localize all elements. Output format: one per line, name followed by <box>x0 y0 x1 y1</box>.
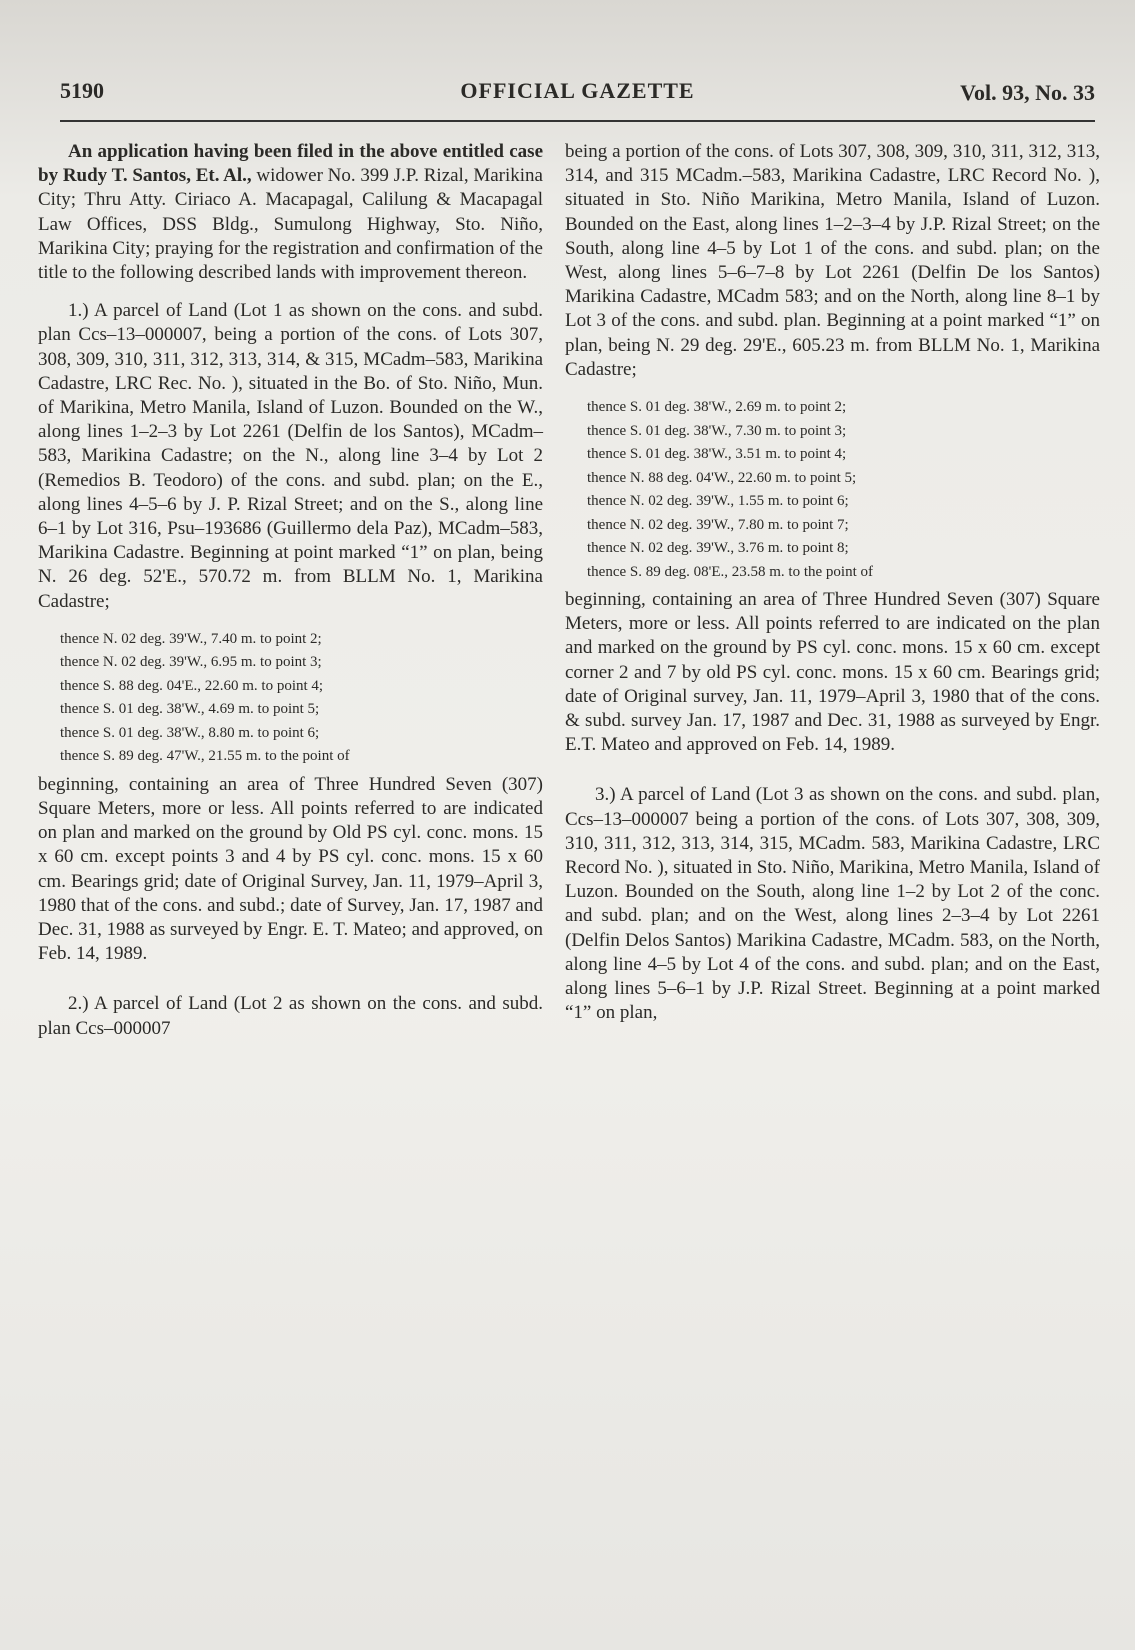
bearing-line: thence S. 89 deg. 08'E., 23.58 m. to the point of <box>587 563 873 580</box>
bearing-line: thence S. 01 deg. 38'W., 4.69 m. to point 5; <box>60 701 320 718</box>
bearing-line: thence S. 88 deg. 04'E., 22.60 m. to point 4; <box>60 677 324 694</box>
lot1-bearings <box>38 628 543 769</box>
bearing-line: thence S. 89 deg. 47'W., 21.55 m. to the point of <box>60 748 350 765</box>
publication-title: OFFICIAL GAZETTE <box>460 78 695 103</box>
bearing-line: thence N. 02 deg. 39'W., 7.40 m. to point 2; <box>60 630 322 647</box>
intro-rest-text: widower No. 399 J.P. Rizal, Marikina City; Thru Atty. Ciriaco A. Macapagal, Calilung & Macapagal Law Offices, DSS Bldg., Sumulong Highway, Sto. Niño, Marikina City; praying for the registration and confirmation of the title to the following described lands with improvement thereon. <box>38 165 543 284</box>
right-column <box>565 140 1100 1039</box>
lot3-paragraph: 3.) A parcel of Land (Lot 3 as shown on the cons. and subd. plan, Ccs–13–000007 being a portion of the cons. of Lots 307, 308, 309, 310, 311, 312, 313, 314, 315, MCadm. 583, Marikina Cadastre, LRC Record No. ), situated in Sto. Niño, Marikina, Metro Manila, Island of Luzon. Bounded on the South, along line 1–2 by Lot 2 of the conc. and subd. plan; and on the West, along lines 2–3–4 by Lot 2261 (Delfin Delos Santos) Marikina Cadastre, MCadm. 583, on the North, along line 4–5 by Lot 4 of the cons. and subd. plan; and on the East, along lines 5–6–1 by J.P. Rizal Street. Beginning at a point marked “1” on plan, <box>565 784 1100 1024</box>
bearing-line: thence S. 01 deg. 38'W., 7.30 m. to point 3; <box>587 422 847 439</box>
bearing-line: thence N. 02 deg. 39'W., 7.80 m. to point 7; <box>587 516 849 533</box>
bearing-line: thence S. 01 deg. 38'W., 3.51 m. to point 4; <box>587 446 847 463</box>
bearing-line: thence N. 88 deg. 04'W., 22.60 m. to point 5; <box>587 469 857 486</box>
lot2-bearings <box>565 396 1100 584</box>
lot2-conclusion: beginning, containing an area of Three Hundred Seven (307) Square Meters, more or less. All points referred to are indicated on the plan and marked on the ground by PS cyl. conc. mons. 15 x 60 cm. except corner 2 and 7 by old PS cyl. conc. mons. 15 x 60 cm. Bearings grid; date of Original survey, Jan. 11, 1979–April 3, 1980 that of the cons. & subd. survey Jan. 17, 1987 and Dec. 31, 1988 as surveyed by Engr. E.T. Mateo and approved on Feb. 14, 1989. <box>565 589 1100 756</box>
page-header <box>60 78 1095 118</box>
volume-number: Vol. 93, No. 33 <box>960 80 1095 105</box>
bearing-line: thence N. 02 deg. 39'W., 1.55 m. to point 6; <box>587 493 849 510</box>
lot2-continuation: being a portion of the cons. of Lots 307, 308, 309, 310, 311, 312, 313, 314, and 315 MCadm.–583, Marikina Cadastre, LRC Record No. ), situated in Sto. Niño Marikina, Metro Manila, Island of Luzon. Bounded on the East, along lines 1–2–3–4 by J.P. Rizal Street; on the South, along line 4–5 by Lot 1 of the cons. and subd. plan; on the West, along lines 5–6–7–8 by Lot 2261 (Delfin De los Santos) Marikina Cadastre, MCadm 583; and on the North, along line 8–1 by Lot 3 of the cons. and subd. plan. Beginning at a point marked “1” on plan, being N. 29 deg. 29'E., 605.23 m. from BLLM No. 1, Marikina Cadastre; <box>565 141 1100 380</box>
intro-bold-text: An application having been filed in the above entitled case by Rudy T. Santos, Et. Al., <box>38 141 543 187</box>
left-column <box>38 140 543 1055</box>
bearing-line: thence N. 02 deg. 39'W., 3.76 m. to point 8; <box>587 540 849 557</box>
lot2-start: 2.) A parcel of Land (Lot 2 as shown on the cons. and subd. plan Ccs–000007 <box>38 993 543 1039</box>
lot1-paragraph: 1.) A parcel of Land (Lot 1 as shown on the cons. and subd. plan Ccs–13–000007, being a portion of the cons. of Lots 307, 308, 309, 310, 311, 312, 313, 314, & 315, MCadm–583, Marikina Cadastre, LRC Rec. No. ), situated in the Bo. of Sto. Niño, Mun. of Marikina, Metro Manila, Island of Luzon. Bounded on the W., along lines 1–2–3 by Lot 2261 (Delfin de los Santos), MCadm–583, Marikina Cadastre; on the N., along line 3–4 by Lot 2 (Remedios B. Teodoro) of the cons. and subd. plan; on the E., along lines 4–5–6 by J. P. Rizal Street; and on the S., along line 6–1 by Lot 316, Psu–193686 (Guillermo dela Paz), MCadm–583, Marikina Cadastre. Beginning at point marked “1” on plan, being N. 26 deg. 52'E., 570.72 m. from BLLM No. 1, Marikina Cadastre; <box>38 300 543 612</box>
lot1-conclusion: beginning, containing an area of Three Hundred Seven (307) Square Meters, more or less. All points referred to are indicated on plan and marked on the ground by Old PS cyl. conc. mons. 15 x 60 cm. except points 3 and 4 by PS cyl. conc. mons. 15 x 60 cm. Bearings grid; date of Original Survey, Jan. 11, 1979–April 3, 1980 that of the cons. and subd.; date of Survey, Jan. 17, 1987 and Dec. 31, 1988 as surveyed by Engr. E. T. Mateo; and approved, on Feb. 14, 1989. <box>38 773 543 965</box>
page-number: 5190 <box>60 78 104 103</box>
bearing-line: thence S. 01 deg. 38'W., 8.80 m. to point 6; <box>60 724 320 741</box>
header-rule <box>60 120 1095 122</box>
bearing-line: thence N. 02 deg. 39'W., 6.95 m. to point 3; <box>60 654 322 671</box>
bearing-line: thence S. 01 deg. 38'W., 2.69 m. to point 2; <box>587 399 847 416</box>
intro-paragraph <box>38 140 543 285</box>
